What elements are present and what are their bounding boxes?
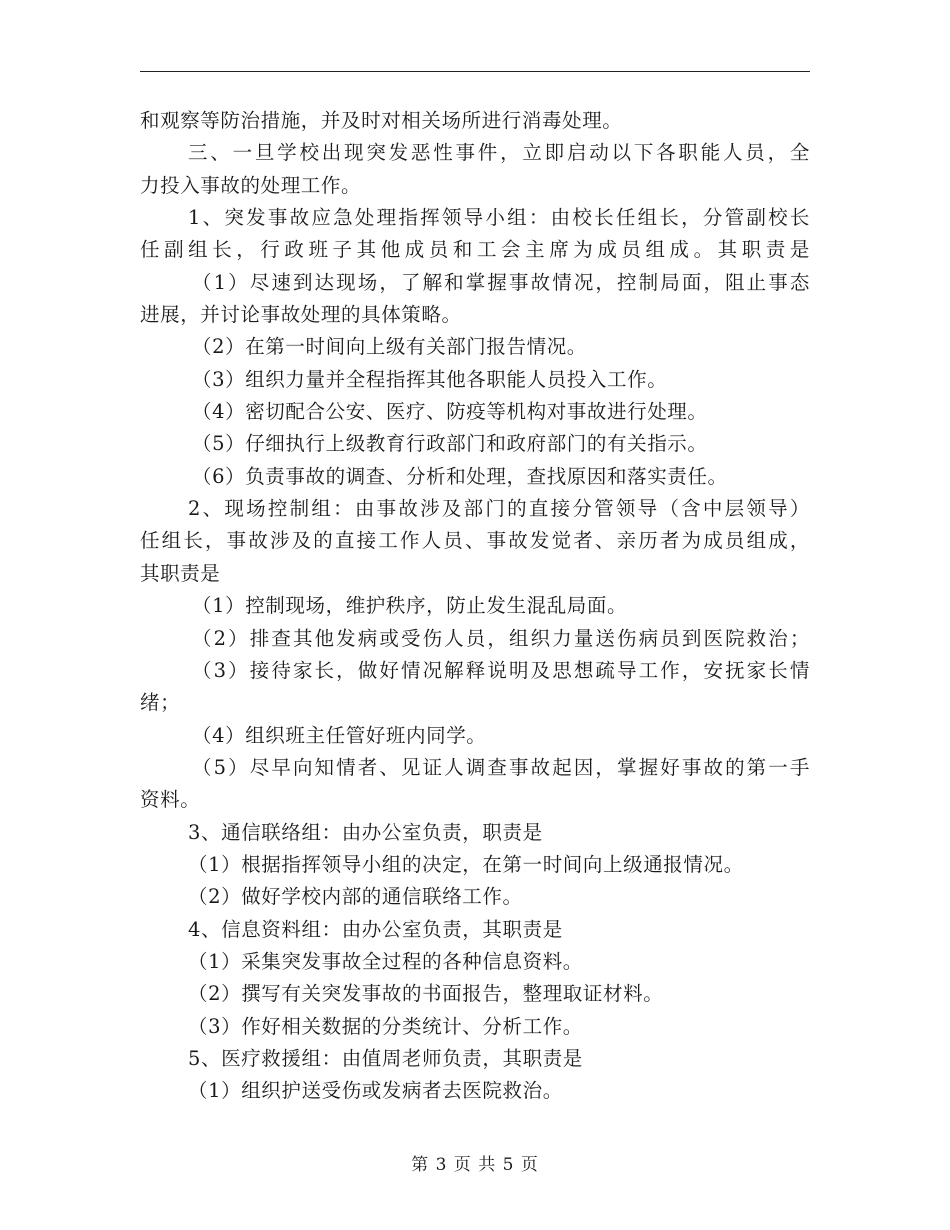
text-line: （1）根据指挥领导小组的决定，在第一时间向上级通报情况。 — [188, 852, 744, 876]
page-number-footer: 第 3 页 共 5 页 — [411, 1155, 539, 1175]
header-rule — [140, 71, 810, 72]
text-line: （2）做好学校内部的通信联络工作。 — [188, 885, 523, 909]
text-line: 4、信息资料组：由办公室负责，其职责是 — [188, 917, 563, 941]
text-line: （1）组织护送受伤或发病者去医院救治。 — [188, 1079, 563, 1103]
text-line: 资料。 — [140, 788, 201, 812]
text-line: 力投入事故的处理工作。 — [140, 173, 362, 197]
text-line: （1）控制现场，维护秩序，防止发生混乱局面。 — [192, 594, 628, 618]
text-line: （2）撰写有关突发事故的书面报告，整理取证材料。 — [188, 982, 664, 1006]
text-line: （5）尽早向知情者、见证人调查事故起因，掌握好事故的第一手 — [192, 755, 810, 779]
text-line: 1、突发事故应急处理指挥领导小组：由校长任组长，分管副校长 — [188, 206, 810, 230]
text-line: （1）尽速到达现场，了解和掌握事故情况，控制局面，阻止事态 — [192, 270, 810, 294]
text-line: 任副组长，行政班子其他成员和工会主席为成员组成。其职责是 — [140, 238, 810, 262]
text-line: 其职责是 — [140, 561, 221, 585]
text-line: （3）组织力量并全程指挥其他各职能人员投入工作。 — [192, 367, 668, 391]
text-line: （5）仔细执行上级教育行政部门和政府部门的有关指示。 — [192, 432, 708, 456]
text-line: 绪； — [140, 691, 181, 715]
text-line: （2）排查其他发病或受伤人员，组织力量送伤病员到医院救治； — [192, 626, 810, 650]
text-line: 5、医疗救援组：由值周老师负责，其职责是 — [188, 1046, 583, 1070]
text-line: （4）密切配合公安、医疗、防疫等机构对事故进行处理。 — [192, 400, 708, 424]
text-line: 3、通信联络组：由办公室负责，职责是 — [188, 820, 543, 844]
text-line: 任组长，事故涉及的直接工作人员、事故发觉者、亲历者为成员组成， — [140, 529, 810, 553]
text-line: （1）采集突发事故全过程的各种信息资料。 — [188, 949, 583, 973]
text-line: （3）作好相关数据的分类统计、分析工作。 — [188, 1014, 583, 1038]
text-line: （4）组织班主任管好班内同学。 — [192, 723, 487, 747]
text-line: 三、一旦学校出现突发恶性事件，立即启动以下各职能人员，全 — [188, 141, 810, 165]
text-line: 和观察等防治措施，并及时对相关场所进行消毒处理。 — [140, 109, 623, 132]
text-line: 进展，并讨论事故处理的具体策略。 — [140, 303, 462, 327]
text-line: 2、现场控制组：由事故涉及部门的直接分管领导（含中层领导） — [188, 497, 810, 521]
document-body — [140, 105, 810, 1108]
text-line: （6）负责事故的调查、分析和处理，查找原因和落实责任。 — [192, 464, 728, 488]
text-line: （2）在第一时间向上级有关部门报告情况。 — [192, 335, 587, 359]
text-line: （3）接待家长，做好情况解释说明及思想疏导工作，安抚家长情 — [192, 658, 810, 682]
